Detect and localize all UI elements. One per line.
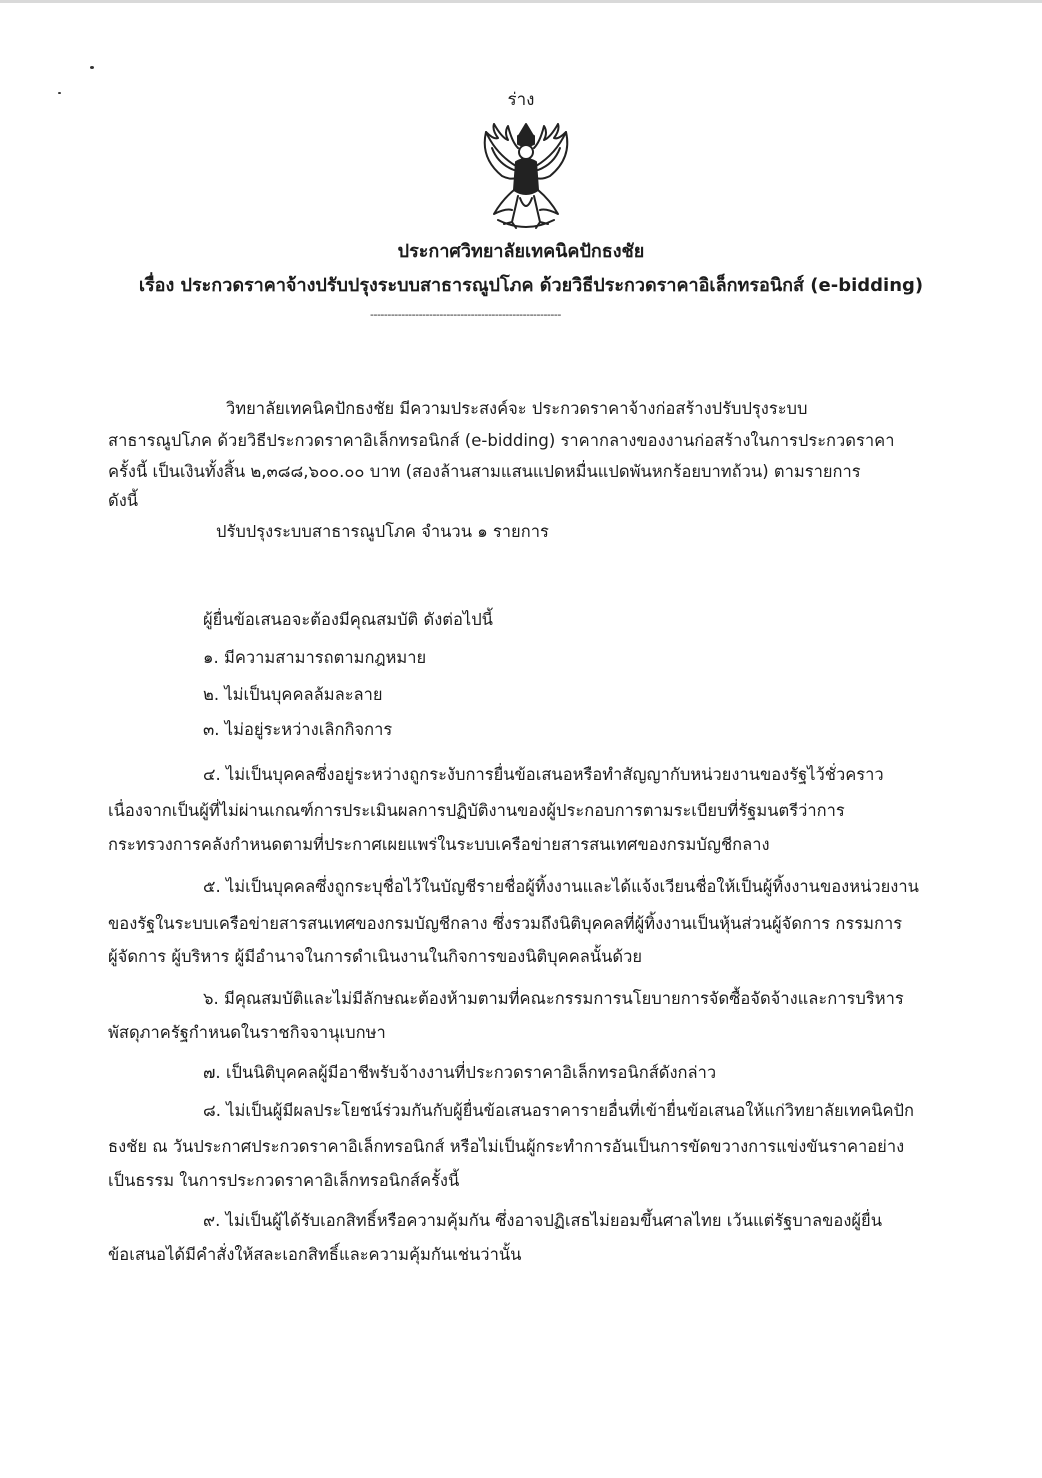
intro-line: ดังนี้ — [108, 491, 139, 510]
qualification-line: ๘. ไม่เป็นผู้มีผลประโยชน์ร่วมกันกับผู้ยื่นข้อเสนอราคารายอื่นที่เข้ายื่นข้อเสนอให้แก่วิทยาลัยเทคนิคปัก — [203, 1101, 915, 1120]
intro-line: สาธารณูปโภค ด้วยวิธีประกวดราคาอิเล็กทรอนิกส์ (e-bidding) ราคากลางของงานก่อสร้างในการประกวดราคา — [108, 431, 895, 450]
title-divider: ------------------------------------------------------- — [370, 308, 561, 321]
qualification-line: ๔. ไม่เป็นบุคคลซึ่งอยู่ระหว่างถูกระงับการยื่นข้อเสนอหรือทำสัญญากับหน่วยงานของรัฐไว้ชั่วคราว — [203, 765, 884, 784]
qualification-line: ๖. มีคุณสมบัติและไม่มีลักษณะต้องห้ามตามที่คณะกรรมการนโยบายการจัดซื้อจัดจ้างและการบริหาร — [203, 989, 904, 1008]
document-subject: เรื่อง ประกวดราคาจ้างปรับปรุงระบบสาธารณูปโภค ด้วยวิธีประกวดราคาอิเล็กทรอนิกส์ (e-bidding) — [138, 275, 924, 296]
qualification-line: กระทรวงการคลังกำหนดตามที่ประกาศเผยแพร่ในระบบเครือข่ายสารสนเทศของกรมบัญชีกลาง — [108, 835, 770, 854]
draft-label: ร่าง — [507, 90, 535, 110]
document-title: ประกาศวิทยาลัยเทคนิคปักธงชัย — [397, 241, 645, 262]
qualification-line: เป็นธรรม ในการประกวดราคาอิเล็กทรอนิกส์ครั้งนี้ — [108, 1171, 460, 1190]
qualification-line: ข้อเสนอได้มีคำสั่งให้สละเอกสิทธิ์และความคุ้มกันเช่นว่านั้น — [108, 1245, 522, 1264]
qualification-line: ของรัฐในระบบเครือข่ายสารสนเทศของกรมบัญชีกลาง ซึ่งรวมถึงนิติบุคคลที่ผู้ทิ้งงานเป็นหุ้นส่วนผู้จัดการ กรรมการ — [108, 914, 903, 933]
qualification-line: เนื่องจากเป็นผู้ที่ไม่ผ่านเกณฑ์การประเมินผลการปฏิบัติงานของผู้ประกอบการตามระเบียบที่รัฐมนตรีว่าการ — [108, 801, 845, 820]
scan-edge — [0, 0, 1042, 3]
qualification-line: ๒. ไม่เป็นบุคคลล้มละลาย — [203, 685, 383, 704]
intro-line: วิทยาลัยเทคนิคปักธงชัย มีความประสงค์จะ ประกวดราคาจ้างก่อสร้างปรับปรุงระบบ — [226, 399, 808, 418]
qualification-line: ๕. ไม่เป็นบุคคลซึ่งถูกระบุชื่อไว้ในบัญชีรายชื่อผู้ทิ้งงานและได้แจ้งเวียนชื่อให้เป็นผู้ทิ้งงานของหน่วยงาน — [203, 877, 919, 896]
qualification-line: ๙. ไม่เป็นผู้ได้รับเอกสิทธิ์หรือความคุ้มกัน ซึ่งอาจปฏิเสธไม่ยอมขึ้นศาลไทย เว้นแต่รัฐบาลของผู้ยื่น — [203, 1211, 883, 1230]
intro-line: ครั้งนี้ เป็นเงินทั้งสิ้น ๒,๓๘๘,๖๐๐.๐๐ บาท (สองล้านสามแสนแปดหมื่นแปดพันหกร้อยบาทถ้วน) ตามรายการ — [108, 462, 861, 481]
garuda-emblem-icon — [472, 118, 580, 234]
qualification-line: พัสดุภาครัฐกำหนดในราชกิจจานุเบกษา — [108, 1023, 386, 1042]
scan-speck — [90, 66, 94, 69]
qualification-line: ๓. ไม่อยู่ระหว่างเลิกกิจการ — [203, 720, 393, 739]
qualification-line: ๑. มีความสามารถตามกฎหมาย — [203, 648, 427, 667]
qualification-line: ๗. เป็นนิติบุคคลผู้มีอาชีพรับจ้างงานที่ประกวดราคาอิเล็กทรอนิกส์ดังกล่าว — [203, 1063, 717, 1082]
qualifications-heading: ผู้ยื่นข้อเสนอจะต้องมีคุณสมบัติ ดังต่อไปนี้ — [203, 610, 493, 629]
qualification-line: ผู้จัดการ ผู้บริหาร ผู้มีอำนาจในการดำเนินงานในกิจการของนิติบุคคลนั้นด้วย — [108, 947, 643, 966]
item-line: ปรับปรุงระบบสาธารณูปโภค จำนวน ๑ รายการ — [216, 522, 549, 541]
qualification-line: ธงชัย ณ วันประกาศประกวดราคาอิเล็กทรอนิกส์ หรือไม่เป็นผู้กระทำการอันเป็นการขัดขวางการแข่งขันราคาอย่าง — [108, 1137, 905, 1156]
